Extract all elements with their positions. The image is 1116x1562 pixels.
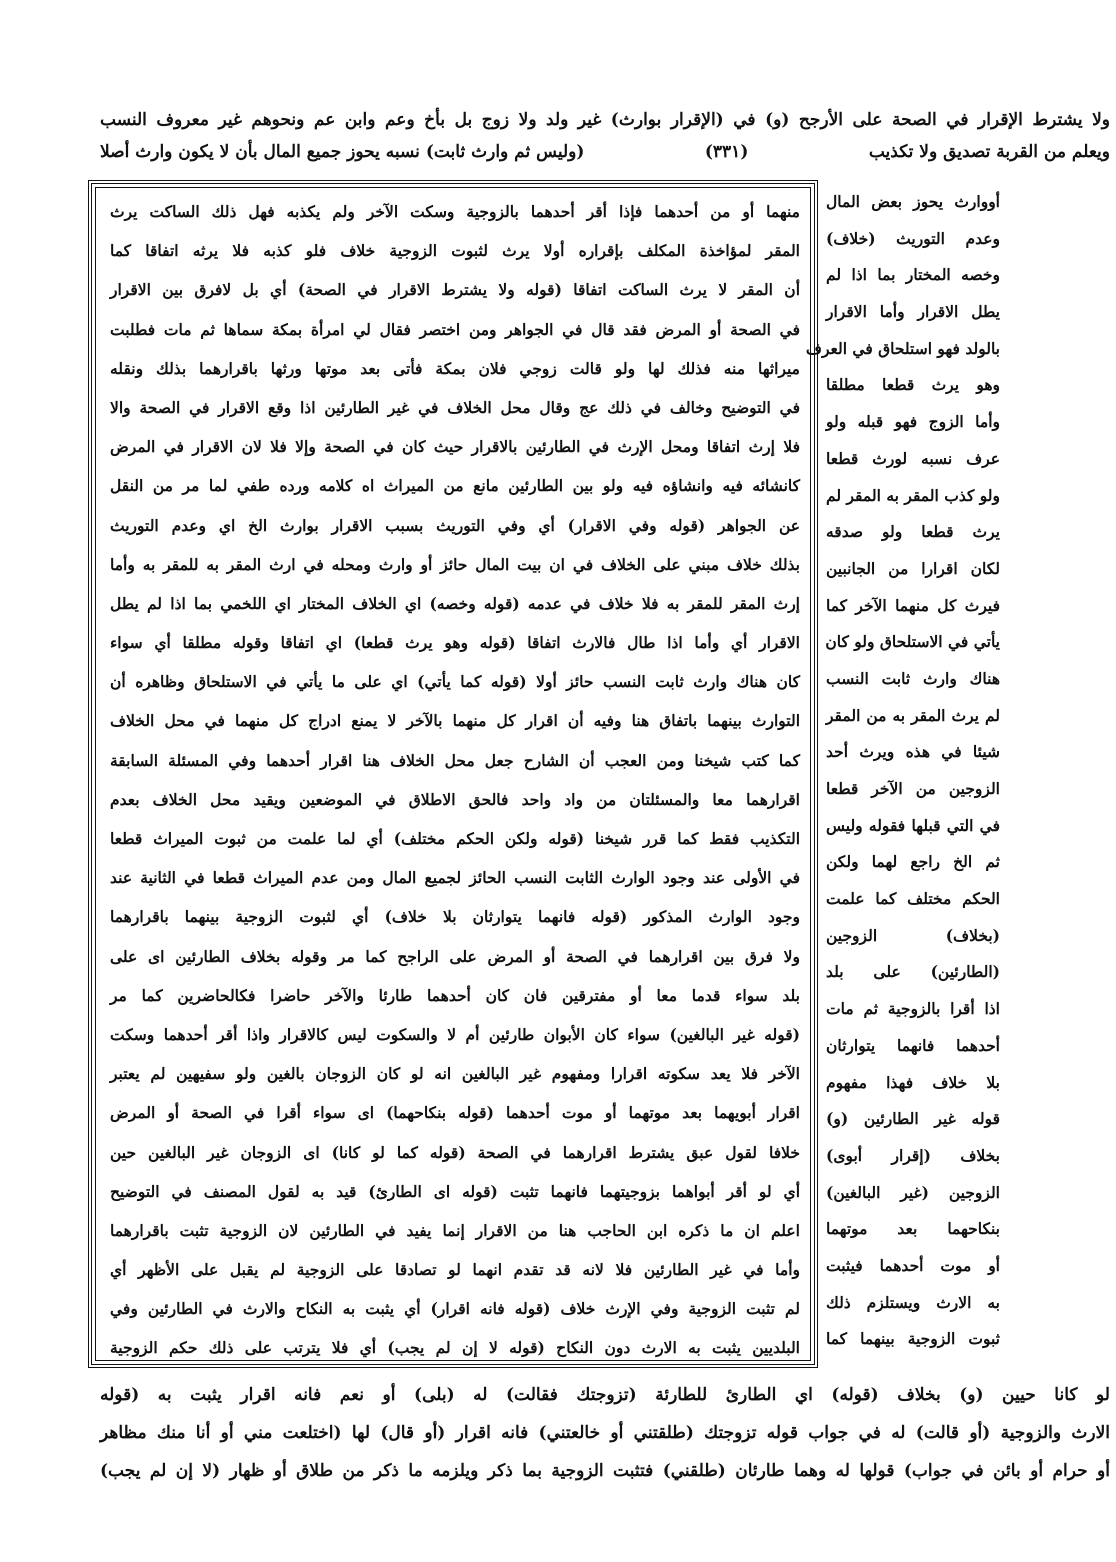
commentary-line: فلا إرث اتفاقا ومحل الإرث في الطارئين بالاقرار حيث كان في الصحة وإلا فلا لان الاقرار في المرض	[110, 437, 800, 457]
commentary-line: ولا فرق بين اقرارهما في الصحة أو المرض على الراجح كما مر وقوله بخلاف الطارئين اى على	[110, 946, 800, 966]
margin-text	[805, 184, 1000, 1358]
commentary-line: في الصحة أو المرض فقد قال في الجواهر ومن اختصر فقال لي امرأة بمكة سماها ثم مات فطلبت	[110, 319, 800, 339]
footer-line: أو حرام أو بائن في جواب) قولها له وهما طارئان (طلقني) فتثبت الزوجية بما ذكر ويلزمه ما ذكر من طلاق أو ظهار (لا إن لم يجب)	[100, 1461, 1110, 1481]
margin-line: يأتي في الاستلحاق ولو كان	[825, 632, 1000, 652]
margin-line: ثبوت الزوجية بينهما كما	[826, 1329, 1000, 1349]
footer-line: الارث والزوجية (أو قالت) له في جواب قوله تزوجتك (طلقتني أو خالعتني) فانه اقرار (أو قال) لها (اختلعت مني أو أنا منك مظاهر	[100, 1423, 1110, 1443]
commentary-line: اقرار أبويهما بعد موتهما أو موت أحدهما (قوله بنكاحهما) اى سواء أقرا في الصحة أو المرض	[110, 1103, 800, 1123]
margin-line: عرف نسبه لورث قطعا	[826, 448, 1000, 468]
margin-line: اذا أقرا بالزوجية ثم مات	[826, 999, 1000, 1019]
margin-line: بالولد فهو استلحاق في العرف	[805, 338, 1000, 358]
commentary-line: الاقرار أي وأما اذا طال فالارث اتفاقا (قوله وهو يرث قطعا) اي اتفاقا وقوله مطلقا أي سواء	[110, 633, 800, 653]
margin-line: الحكم مختلف كما علمت	[826, 889, 1000, 909]
commentary-line: بذلك خلاف مبني على الخلاف في ان بيت المال حائز أو وارث ومحله في ارث المقر به للمقر به وأما	[110, 554, 800, 574]
commentary-line: الآخر فلا يعد سكوته اقرارا ومفهوم غير البالغين انه لو كان الزوجان بالغين ولو سفيهين لم يعتبر	[110, 1064, 800, 1084]
commentary-line: ميراثها منه فذلك لها ولو قالت زوجي فلان بمكة فأتى بعد موتها ورثها باقرارهما بذلك ونقله	[110, 358, 800, 378]
commentary-line: عن الجواهر (قوله وفي الاقرار) أي وفي التوريث بسبب الاقرار بوارث الخ اي وعدم التوريث	[110, 515, 800, 535]
margin-line: وأما الزوج فهو قبله ولو	[826, 412, 1000, 432]
commentary-line: بلد سواء قدما معا أو مفترقين فان كان أحدهما طارئا والآخر حاضرا فكالحاضرين كما مر	[110, 985, 800, 1005]
margin-line: (الطارئين) على بلد	[826, 962, 1000, 982]
margin-line: بنكاحهما بعد موتهما	[826, 1219, 1000, 1239]
commentary-line: المقر لمؤاخذة المكلف بإقراره أولا يرث لثبوت الزوجية خلاف فلو كذبه فلا يرثه اتفاقا كما	[110, 241, 800, 261]
margin-line: وخصه المختار بما اذا لم	[826, 265, 1000, 285]
commentary-line: اعلم ان ما ذكره ابن الحاجب هنا من الاقرار إنما يفيد في الطارئين لان الزوجية تثبت باقرارهما	[110, 1220, 800, 1240]
commentary-line: كان هناك وارث ثابت النسب حائز أولا (قوله كما يأتي) اي على ما يأتي في الاستلحاق وظاهره أن	[110, 672, 800, 692]
commentary-line: (قوله غير البالغين) سواء كان الأبوان طارئين أم لا والسكوت ليس كالاقرار واذا أقر أحدهما وسكت	[110, 1024, 800, 1044]
margin-line: لكان اقرارا من الجانبين	[826, 558, 1000, 578]
margin-line: شيئا في هذه ويرث أحد	[826, 742, 1000, 762]
commentary-line: وأما في غير الطارئين فلا لانه قد تقدم انهما لو تصادقا على الزوجية لم يقبل على الأظهر أي	[110, 1260, 800, 1280]
margin-line: بخلاف (إقرار أبوى)	[826, 1145, 1000, 1165]
commentary-line: خلافا لقول عبق يشترط اقرارهما في الصحة (قوله كما لو كانا) اى الزوجان غير البالغين حين	[110, 1142, 800, 1162]
margin-line: وعدم التوريث (خلاف)	[826, 228, 1000, 248]
page-number: (٣٣١)	[704, 142, 749, 162]
commentary-line: البلديين يثبت به الارث دون النكاح (قوله لا إن لم يجب) أي فلا يترتب على ذلك حكم الزوجية	[110, 1338, 800, 1358]
commentary-line: كانشائه فيه وانشاؤه فيه ولو بين الطارئين مانع من الميراث اه كلامه ورده طفي لما مر من النقل	[110, 476, 800, 496]
margin-line: ثم الخ راجع لهما ولكن	[826, 852, 1000, 872]
margin-line: يرث قطعا ولو صدقه	[826, 522, 1000, 542]
commentary-text	[110, 192, 800, 1368]
commentary-line: في التوضيح وخالف في ذلك عج وقال محل الخلاف في غير الطارئين اذا وقع الاقرار في الصحة والا	[110, 397, 800, 417]
commentary-line: التوارث بينهما باتفاق هنا وفيه أن اقرار كل منهما بالآخر لا يمنع ادراج كل منهما في محل الخلاف	[110, 711, 800, 731]
margin-line: وهو يرث قطعا مطلقا	[826, 375, 1000, 395]
margin-line: أحدهما فانهما يتوارثان	[826, 1035, 1000, 1055]
margin-line: هناك وارث ثابت النسب	[826, 668, 1000, 688]
header-text-right: ويعلم من القربة تصديق ولا تكذيب	[868, 142, 1110, 162]
margin-line: في التي قبلها فقوله وليس	[826, 815, 1000, 835]
margin-line: لم يرث المقر به من المقر	[826, 705, 1000, 725]
commentary-line: إرث المقر للمقر به فلا خلاف في عدمه (قوله وخصه) اي الخلاف المختار اي اللخمي بما اذا لم يطل	[110, 593, 800, 613]
margin-line: قوله غير الطارئين (و)	[826, 1109, 1000, 1129]
commentary-line: لم تثبت الزوجية وفي الإرث خلاف (قوله فانه اقرار) أي يثبت به النكاح والارث في الطارئين وفي	[110, 1299, 800, 1319]
margin-line: به الارث ويستلزم ذلك	[826, 1292, 1000, 1312]
footer-text	[100, 1376, 1110, 1490]
margin-line: فيرث كل منهما الآخر كما	[826, 595, 1000, 615]
commentary-line: أي لو أقر أبواهما بزوجيتهما فانهما تثبت (قوله اى الطارئ) قيد به لقول المصنف في التوضيح	[110, 1181, 800, 1201]
margin-line: الزوجين من الآخر قطعا	[826, 779, 1000, 798]
margin-line: أو موت أحدهما فيثبت	[826, 1255, 1000, 1275]
commentary-line: أن المقر لا يرث الساكت اتفاقا (قوله ولا يشترط الاقرار في الصحة) أي بل لافرق بين الاقرار	[110, 280, 800, 300]
commentary-box	[88, 180, 818, 1368]
commentary-line: في الأولى عند وجود الوارث الثابت النسب الحائز لجميع المال ومن عدم الميراث قطعا في الثانية عند	[110, 868, 800, 888]
margin-line: (بخلاف) الزوجين	[826, 925, 1000, 945]
margin-line: يطل الاقرار وأما الاقرار	[826, 302, 1000, 322]
margin-line: بلا خلاف فهذا مفهوم	[826, 1072, 1000, 1092]
commentary-line: اقرارهما معا والمسئلتان من واد واحد فالحق الاطلاق في الموضعين ويقيد محل الخلاف بعدم	[110, 789, 800, 809]
footer-line: لو كانا حيين (و) بخلاف (قوله) اي الطارئ للطارئة (تزوجتك فقالت) له (بلى) أو نعم فانه اقرار يثبت به (قوله	[100, 1385, 1110, 1405]
margin-line: ولو كذب المقر به المقر لم	[826, 485, 1000, 505]
margin-line: الزوجين (غير البالغين)	[826, 1182, 1000, 1202]
margin-line: أووارث يحوز بعض المال	[826, 192, 1000, 211]
commentary-line: منهما أو من أحدهما فإذا أقر أحدهما بالزوجية وسكت الآخر ولم يكذبه فهل ذلك الساكت يرث	[110, 202, 800, 221]
header-line	[100, 136, 1110, 168]
commentary-line: كما كتب شيخنا ومن العجب أن الشارح جعل محل الخلاف هنا اقرار أحدهما وفي المسئلة السابقة	[110, 750, 800, 770]
page-header	[100, 104, 1110, 168]
commentary-line: التكذيب فقط كما قرر شيخنا (قوله ولكن الحكم مختلف) أي لما علمت من ثبوت الميراث قطعا	[110, 829, 800, 848]
header-line: ولا يشترط الإقرار في الصحة على الأرجح (و) في (الإقرار بوارث) غير ولد ولا زوج بل بأخ وعم وابن عم ونحوهم غير معروف النسب	[100, 110, 1110, 130]
commentary-line: وجود الوارث المذكور (قوله فانهما يتوارثان بلا خلاف) أي لثبوت الزوجية بينهما باقرارهما	[110, 907, 800, 927]
header-text-left: (وليس ثم وارث ثابت) نسبه يحوز جميع المال بأن لا يكون وارث أصلا	[100, 142, 585, 162]
